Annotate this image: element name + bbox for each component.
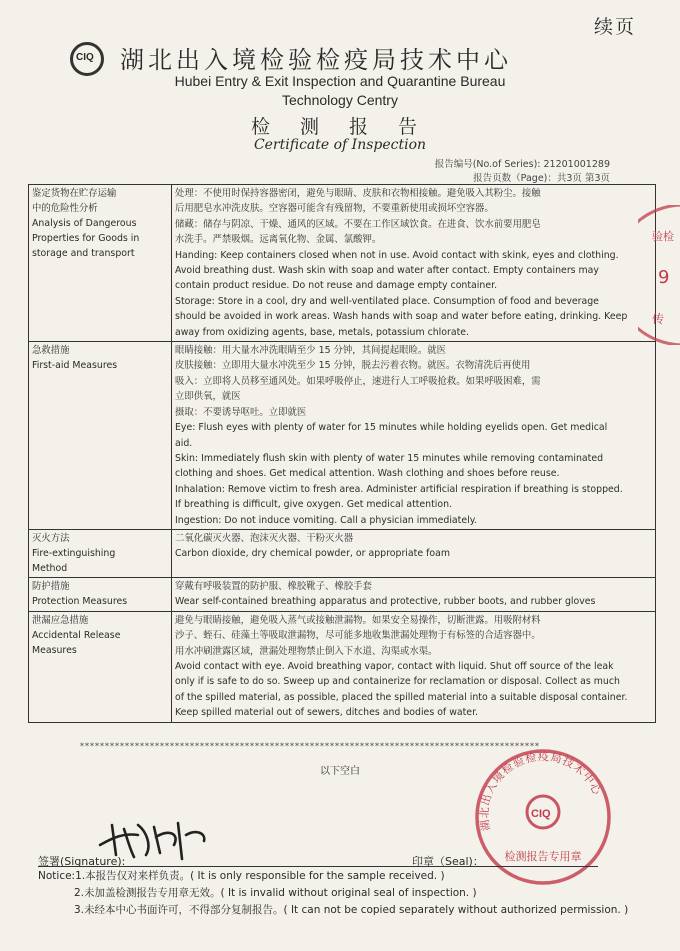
content-line: 皮肤接触：立即用大量水冲洗至少 15 分钟，脱去污着衣物。就医。衣物清洗后再使用 bbox=[175, 360, 531, 372]
seal-label: 印章（Seal)： bbox=[412, 855, 484, 868]
seal-emblem: CIQ bbox=[531, 808, 551, 820]
content-line: Avoid breathing dust. Wash skin with soap and water after contact. Empty containers may bbox=[175, 265, 599, 277]
content-line: 处理：不使用时保持容器密闭，避免与眼睛、皮肤和衣物相接触。避免吸入其粉尘。接触 bbox=[175, 188, 541, 199]
row-label-line: 泄漏应急措施 bbox=[32, 614, 89, 626]
content-line: of the spilled material, as possible, placed the spilled material into a suitable disposal container. bbox=[175, 691, 628, 703]
content-line: Ingestion: Do not induce vomiting. Call a physician immediately. bbox=[175, 514, 477, 526]
row-label-line: Protection Measures bbox=[32, 595, 128, 607]
content-line: 立即供氧，就医 bbox=[175, 391, 241, 403]
notice-1: Notice:1.本报告仅对来样负责。( It is only responsible for the sample received. ) bbox=[38, 870, 445, 882]
doc-title-cn: 检 测 报 告 bbox=[250, 116, 430, 138]
row-content bbox=[172, 342, 656, 530]
row-label-line: 中的危险性分析 bbox=[32, 203, 98, 214]
inspection-seal-icon bbox=[468, 742, 618, 892]
signature-underline bbox=[38, 866, 598, 867]
row-label-line: Method bbox=[32, 562, 68, 574]
content-line: Keep spilled material out of sewers, ditches and bodies of water. bbox=[175, 707, 479, 719]
table-row bbox=[29, 185, 656, 342]
row-content bbox=[172, 185, 656, 342]
row-label-line: Fire-extinguishing bbox=[32, 547, 116, 559]
row-content bbox=[172, 577, 656, 611]
content-line: If breathing is difficult, give oxygen. Get medical attention. bbox=[175, 499, 453, 511]
content-line: 避免与眼睛接触，避免吸入蒸气或接触泄漏物。如果安全易操作，切断泄露。用吸附材料 bbox=[175, 614, 541, 626]
row-label-line: Measures bbox=[32, 644, 77, 656]
row-label bbox=[29, 611, 172, 722]
report-series-number: 报告编号(No.of Series): 21201001289 bbox=[434, 159, 610, 170]
content-line: 二氧化碳灭火器、泡沫灭火器、干粉灭火器 bbox=[175, 532, 354, 544]
star-divider: ******************************************************************************************** bbox=[80, 742, 540, 751]
partial-side-seal-icon bbox=[638, 205, 680, 345]
content-line: Skin: Immediately flush skin with plenty of water 15 minutes while removing contaminated bbox=[175, 452, 604, 464]
org-title-cn: 湖北出入境检验检疫局技术中心 bbox=[120, 46, 512, 74]
table-row bbox=[29, 342, 656, 530]
row-label bbox=[29, 577, 172, 611]
row-content bbox=[172, 611, 656, 722]
doc-title-en: Certificate of Inspection bbox=[253, 137, 427, 153]
content-line: clothing and shoes. Get medical attention. Wash clothing and shoes before reuse. bbox=[175, 468, 560, 480]
content-line: Carbon dioxide, dry chemical powder, or appropriate foam bbox=[175, 548, 450, 560]
table-row bbox=[29, 577, 656, 611]
content-line: Inhalation: Remove victim to fresh area. Administer artificial respiration if breathing is stopped. bbox=[175, 483, 623, 495]
org-title-en-1: Hubei Entry & Exit Inspection and Quarantine Bureau bbox=[174, 73, 506, 89]
content-line: 水洗手。严禁吸烟。远离氧化物、金属、氯酸钾。 bbox=[175, 234, 382, 246]
row-label-line: 灭火方法 bbox=[32, 532, 70, 544]
blank-below-note: 以下空白 bbox=[320, 766, 360, 777]
content-line: Storage: Store in a cool, dry and well-ventilated place. Consumption of food and beverage bbox=[175, 295, 599, 307]
content-line: 眼睛接触：用大量水冲洗眼睛至少 15 分钟，其间提起眼睑。就医 bbox=[175, 345, 447, 357]
row-label-line: Accidental Release bbox=[32, 629, 121, 641]
row-label bbox=[29, 529, 172, 577]
content-line: 穿戴有呼吸装置的防护服、橡胶靴子、橡胶手套 bbox=[175, 580, 372, 592]
table-row bbox=[29, 611, 656, 722]
content-line: Wear self-contained breathing apparatus and protective, rubber boots, and rubber gloves bbox=[175, 596, 596, 608]
row-label-line: First-aid Measures bbox=[32, 360, 118, 372]
content-line: 储藏：储存与阴凉、干燥、通风的区域。不要在工作区域饮食。在进食、饮水前要用肥皂 bbox=[175, 218, 541, 230]
content-line: contain product residue. Do not reuse and damage empty container. bbox=[175, 280, 498, 292]
table-row bbox=[29, 529, 656, 577]
row-label-line: 防护措施 bbox=[32, 580, 70, 592]
content-line: 吸入：立即将人员移至通风处。如果呼吸停止，速进行人工呼吸抢救。如果呼吸困难，需 bbox=[175, 375, 541, 387]
content-line: 用水冲刷泄露区域，泄漏处理物禁止倒入下水道、沟渠或水渠。 bbox=[175, 645, 438, 657]
content-line: 摄取：不要诱导呕吐。立即就医 bbox=[175, 406, 307, 418]
report-page-count: 报告页数（Page)：共3页 第3页 bbox=[473, 173, 610, 184]
row-label-line: Properties for Goods in bbox=[32, 233, 140, 244]
content-line: away from oxidizing agents, base, metals, potassium chlorate. bbox=[175, 326, 470, 338]
continued-mark: 续页 bbox=[593, 16, 636, 38]
side-seal-char-2: 9 bbox=[658, 267, 670, 288]
side-seal-char-3: 传 bbox=[652, 312, 665, 326]
content-line: 后用肥皂水冲洗皮肤。空容器可能含有残留物，不要重新使用或损坏空容器。 bbox=[175, 203, 494, 215]
seal-bottom-text: 检测报告专用章 bbox=[504, 850, 582, 863]
signature-label: 签署(Signature): bbox=[38, 855, 126, 868]
ciq-logo-icon bbox=[70, 42, 104, 76]
row-label bbox=[29, 342, 172, 530]
content-line: Avoid contact with eye. Avoid breathing vapor, contact with liquid. Shut off source of the leak bbox=[175, 660, 614, 672]
row-label-line: Analysis of Dangerous bbox=[32, 218, 137, 229]
row-label-line: 鉴定货物在贮存运输 bbox=[32, 188, 117, 199]
notice-2: 2.未加盖检测报告专用章无效。( It is invalid without original seal of inspection. ) bbox=[74, 887, 477, 899]
row-content bbox=[172, 529, 656, 577]
org-title-en-2: Technology Centry bbox=[282, 92, 398, 108]
content-line: Eye: Flush eyes with plenty of water for 15 minutes while holding eyelids open. Get medical bbox=[175, 422, 608, 434]
content-line: Handing: Keep containers closed when not in use. Avoid contact with skink, eyes and clothing. bbox=[175, 249, 619, 261]
seal-ring-text: 湖北出入境检验检疫局技术中心 bbox=[477, 750, 604, 832]
content-line: 沙子、蛭石、硅藻土等吸取泄漏物，尽可能多地收集泄漏处理物于有标签的合适容器中。 bbox=[175, 630, 541, 642]
content-line: only if is safe to do so. Sweep up and containerize for reclamation or disposal. Collect as much bbox=[175, 676, 620, 688]
row-label bbox=[29, 185, 172, 342]
inspection-table bbox=[28, 184, 656, 723]
notice-3: 3.未经本中心书面许可，不得部分复制报告。( It can not be copied separately without authorized permission. ) bbox=[74, 904, 629, 916]
content-line: aid. bbox=[175, 437, 193, 449]
content-line: should be avoided in work areas. Wash hands with soap and water before eating, drinking. Keep bbox=[175, 311, 628, 323]
row-label-line: storage and transport bbox=[32, 248, 135, 259]
side-seal-char-1: 验检 bbox=[652, 230, 674, 243]
row-label-line: 急救措施 bbox=[32, 345, 70, 357]
